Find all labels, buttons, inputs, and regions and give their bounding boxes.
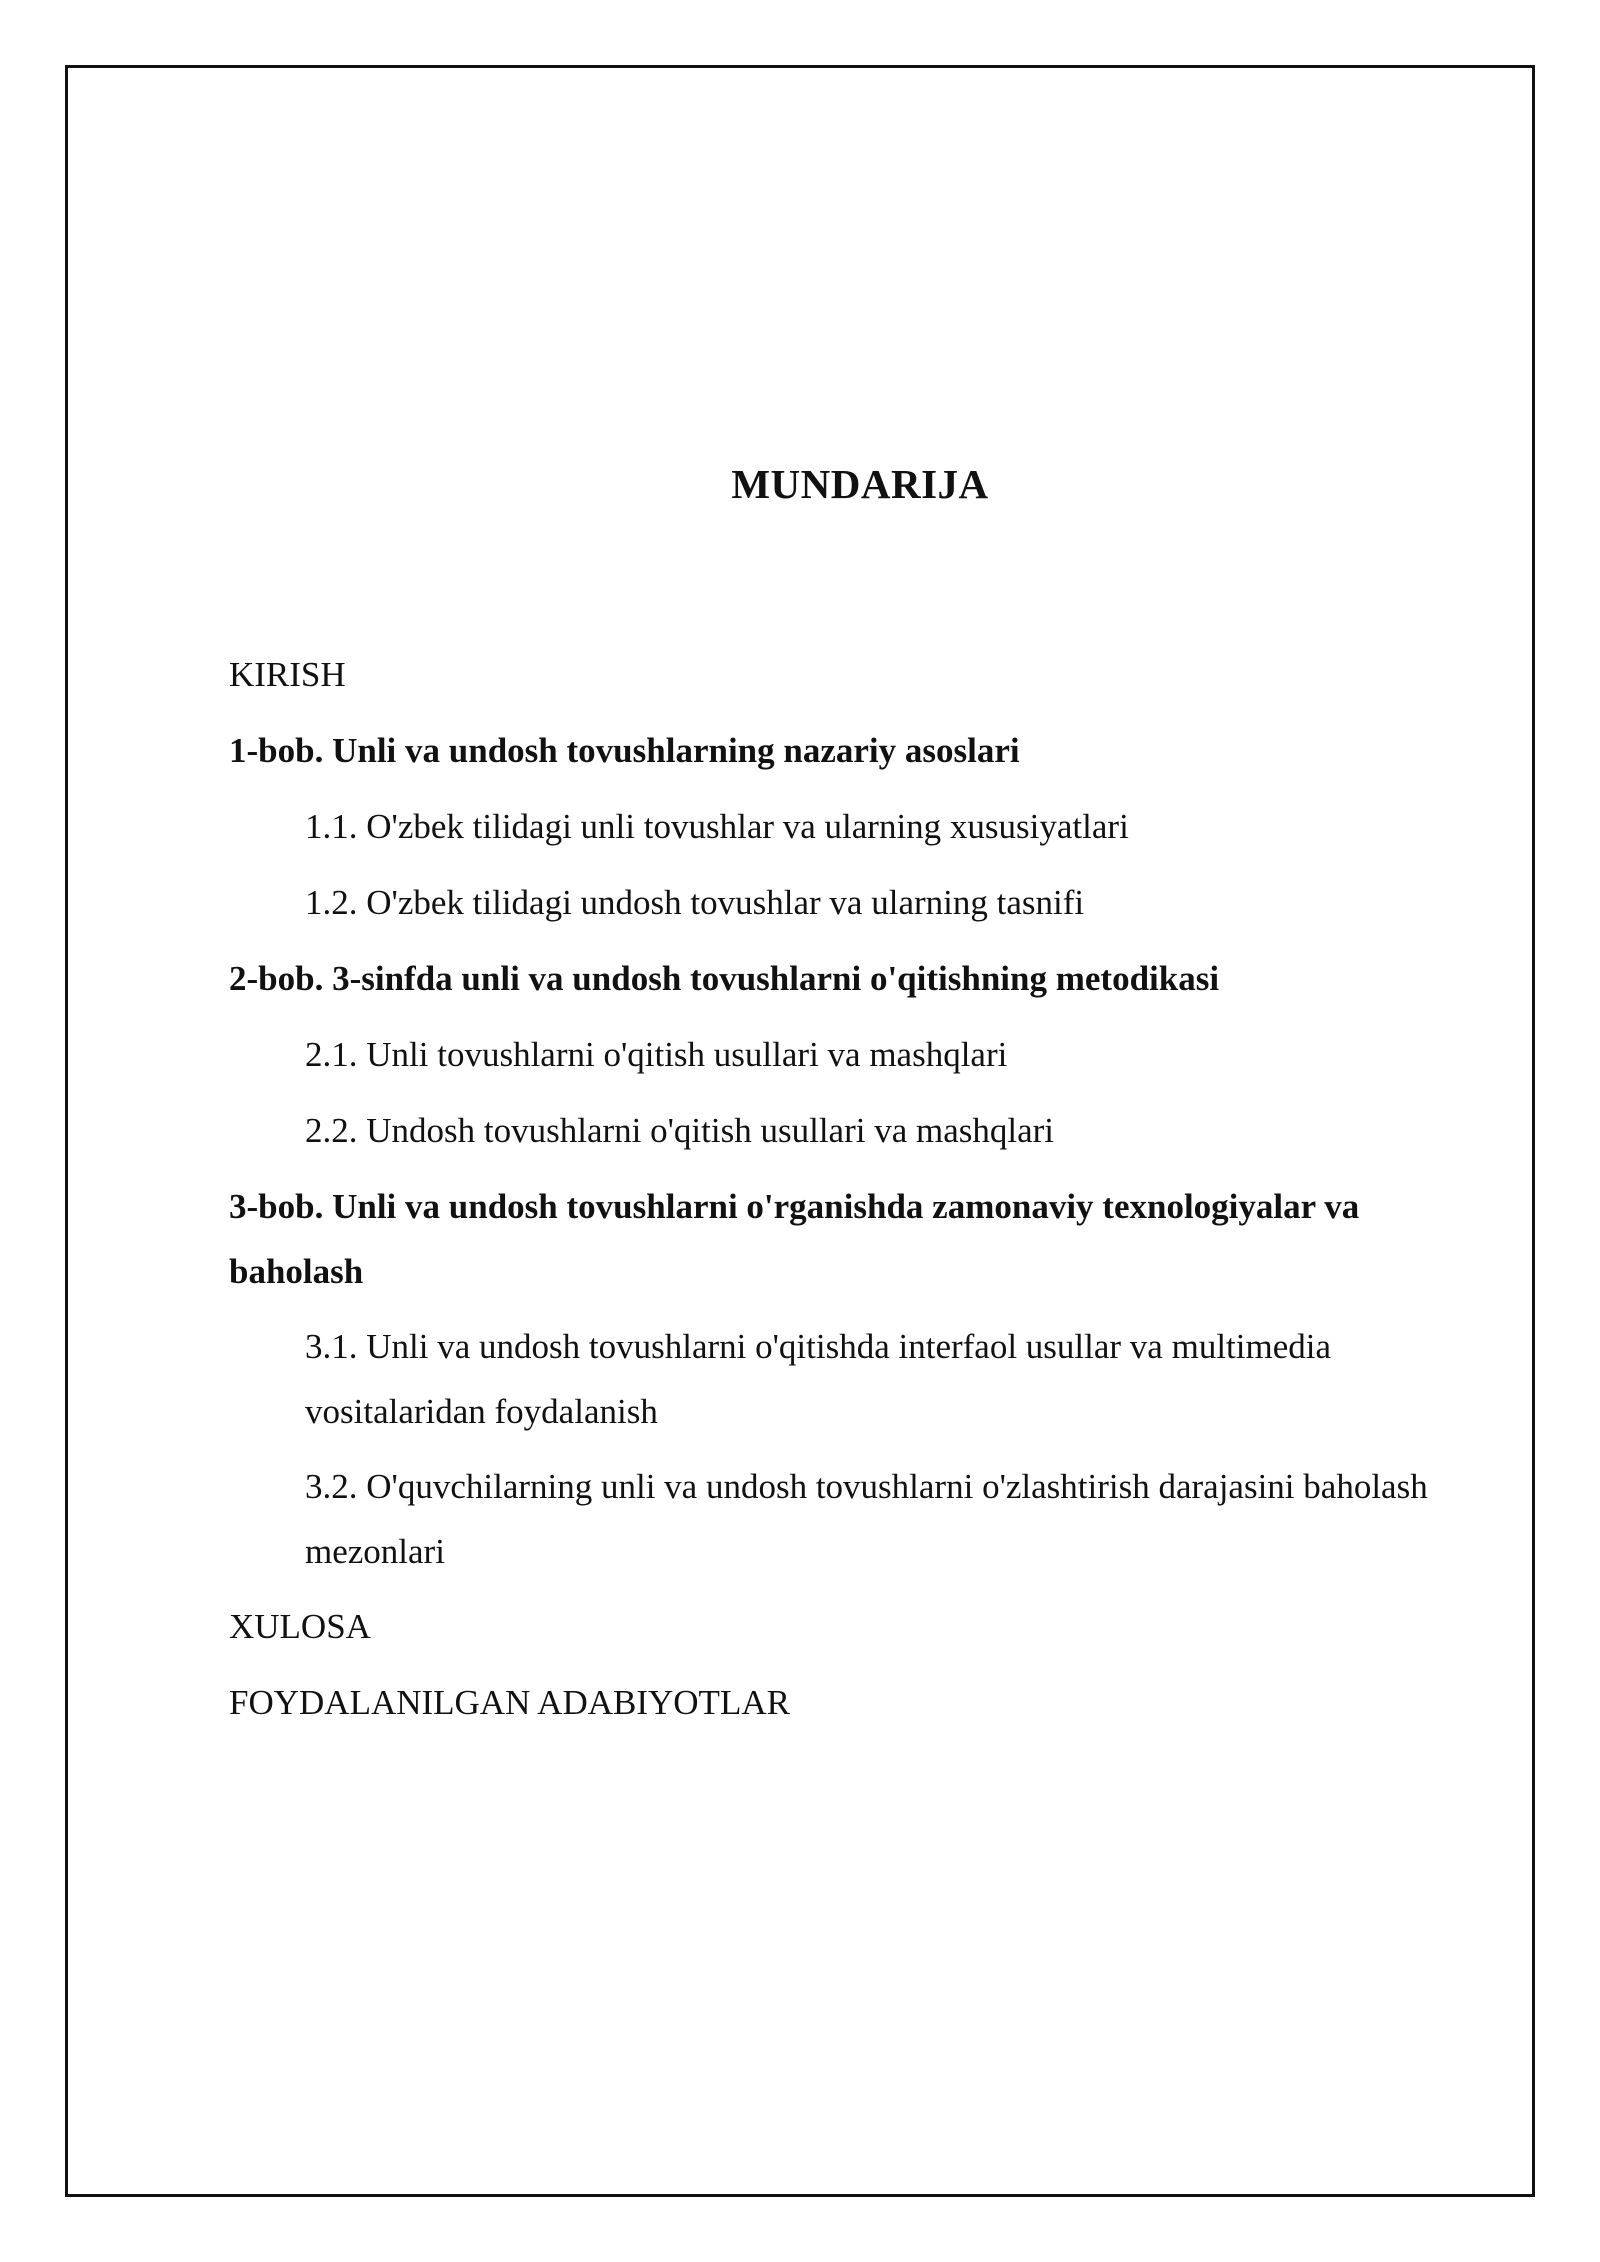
toc-entry-section-2-2: 2.2. Undosh tovushlarni o'qitish usullari va mashqlari: [305, 1111, 1055, 1150]
toc-entry-section-3-1: 3.1. Unli va undosh tovushlarni o'qitishda interfaol usullar va multimedia vositalaridan foydalanish: [305, 1327, 1332, 1431]
toc-entry-section-1-2: 1.2. O'zbek tilidagi undosh tovushlar va ularning tasnifi: [305, 883, 1085, 922]
toc-entry-kirish: KIRISH: [229, 655, 346, 694]
toc-entry-section-1-1: 1.1. O'zbek tilidagi unli tovushlar va ularning xususiyatlari: [305, 807, 1129, 846]
toc-entry-section-3-2: 3.2. O'quvchilarning unli va undosh tovushlarni o'zlashtirish darajasini baholash mezonlari: [305, 1467, 1428, 1571]
toc-entry-references: FOYDALANILGAN ADABIYOTLAR: [229, 1683, 790, 1722]
toc-entry-section-2-1: 2.1. Unli tovushlarni o'qitish usullari va mashqlari: [305, 1035, 1008, 1074]
toc-entry-xulosa: XULOSA: [229, 1607, 371, 1646]
table-of-contents: [229, 642, 1469, 1746]
toc-entry-chapter-3: 3-bob. Unli va undosh tovushlarni o'rganishda zamonaviy texnologiyalar va baholash: [229, 1187, 1360, 1291]
document-title: MUNDARIJA: [731, 461, 989, 507]
toc-entry-chapter-2: 2-bob. 3-sinfda unli va undosh tovushlarni o'qitishning metodikasi: [229, 959, 1220, 998]
toc-entry-chapter-1: 1-bob. Unli va undosh tovushlarning nazariy asoslari: [229, 731, 1020, 770]
